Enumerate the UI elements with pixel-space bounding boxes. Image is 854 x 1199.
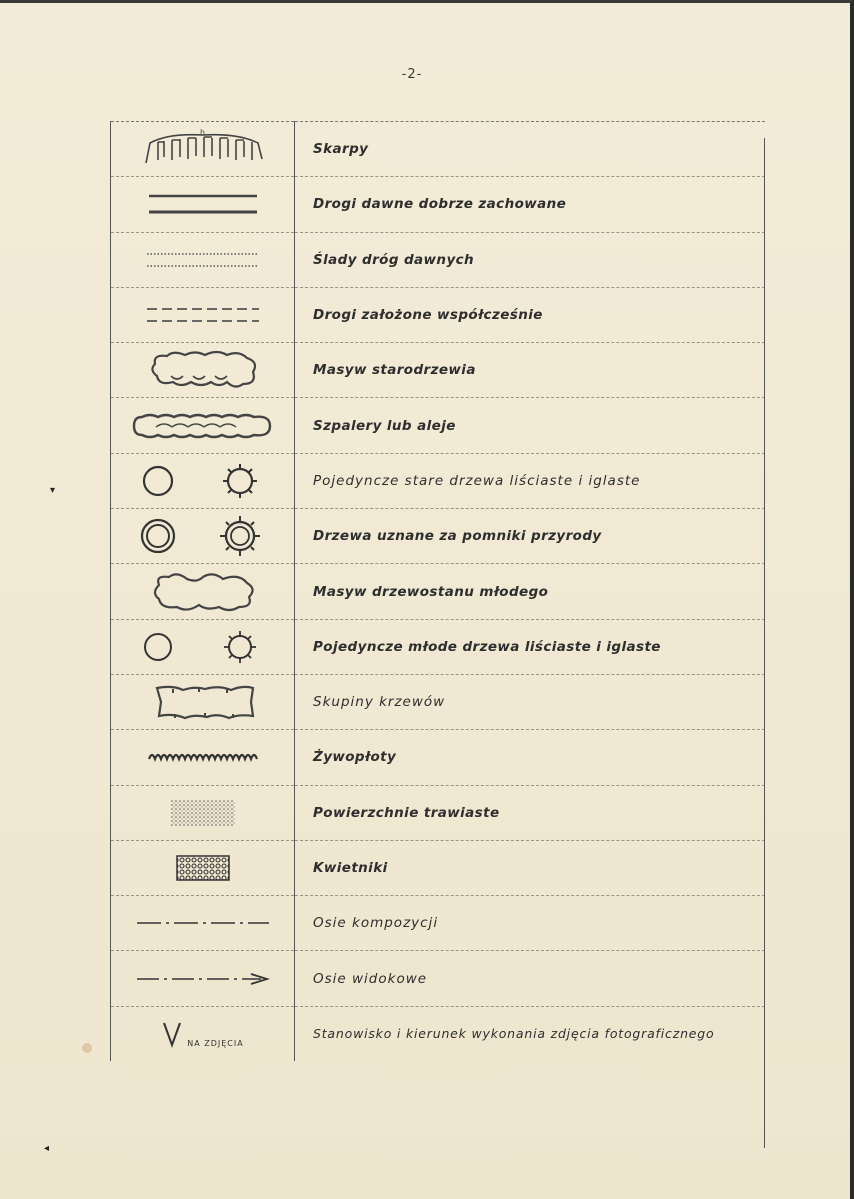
dashed-lines-icon	[143, 300, 263, 330]
grass-area-icon	[143, 796, 263, 830]
legend-label: Masyw drzewostanu młodego	[295, 564, 766, 619]
view-axis-icon	[133, 969, 273, 989]
table-row	[111, 453, 766, 508]
dotted-lines-icon	[143, 245, 263, 275]
legend-label: Powierzchnie trawiaste	[295, 785, 766, 840]
photo-station-symbol-text: NA ZDJĘCIA	[187, 1038, 244, 1048]
young-single-trees-icon	[128, 625, 278, 669]
legend-label: Kwietniki	[295, 840, 766, 895]
paper-stain	[82, 1043, 92, 1053]
table-row	[111, 951, 766, 1006]
shrub-group-icon	[143, 680, 263, 724]
table-row	[111, 343, 766, 398]
composition-axis-icon	[133, 913, 273, 933]
legend-label: Pojedyncze młode drzewa liściaste i iglaste	[295, 619, 766, 674]
svg-text:h: h	[199, 129, 205, 138]
monument-trees-icon	[128, 513, 278, 559]
hedge-icon	[143, 745, 263, 769]
table-row	[111, 287, 766, 342]
legend-table	[110, 121, 765, 1061]
table-row	[111, 619, 766, 674]
page-number: -2-	[401, 67, 423, 82]
table-row	[111, 840, 766, 895]
table-row	[111, 509, 766, 564]
table-row	[111, 232, 766, 287]
right-border-line	[764, 138, 765, 1148]
flowerbed-icon	[143, 851, 263, 885]
table-row	[111, 896, 766, 951]
legend-label: Drogi dawne dobrze zachowane	[295, 177, 766, 232]
legend-label: Drzewa uznane za pomniki przyrody	[295, 509, 766, 564]
table-row	[111, 177, 766, 232]
table-row	[111, 564, 766, 619]
old-single-trees-icon	[128, 459, 278, 503]
table-row	[111, 730, 766, 785]
legend-label: Skarpy	[295, 122, 766, 177]
photo-station-icon	[111, 1020, 294, 1048]
table-row	[111, 1006, 766, 1061]
legend-label: Osie widokowe	[295, 951, 766, 1006]
margin-mark: ◂	[44, 1143, 50, 1154]
table-row	[111, 122, 766, 177]
scarp-icon	[138, 129, 268, 169]
table-row	[111, 398, 766, 453]
legend-label: Osie kompozycji	[295, 896, 766, 951]
young-stand-icon	[143, 569, 263, 615]
legend-label: Żywopłoty	[295, 730, 766, 785]
legend-label: Skupiny krzewów	[295, 674, 766, 729]
legend-label: Masyw starodrzewia	[295, 343, 766, 398]
old-tree-mass-icon	[143, 348, 263, 392]
double-line-icon	[143, 189, 263, 219]
legend-label: Pojedyncze stare drzewa liściaste i iglaste	[295, 453, 766, 508]
tree-row-icon	[128, 409, 278, 443]
legend-label: Stanowisko i kierunek wykonania zdjęcia fotograficznego	[295, 1006, 766, 1061]
legend-label: Szpalery lub aleje	[295, 398, 766, 453]
table-row	[111, 674, 766, 729]
table-row	[111, 785, 766, 840]
legend-label: Drogi założone współcześnie	[295, 287, 766, 342]
legend-label: Ślady dróg dawnych	[295, 232, 766, 287]
margin-mark: ▾	[50, 485, 56, 496]
